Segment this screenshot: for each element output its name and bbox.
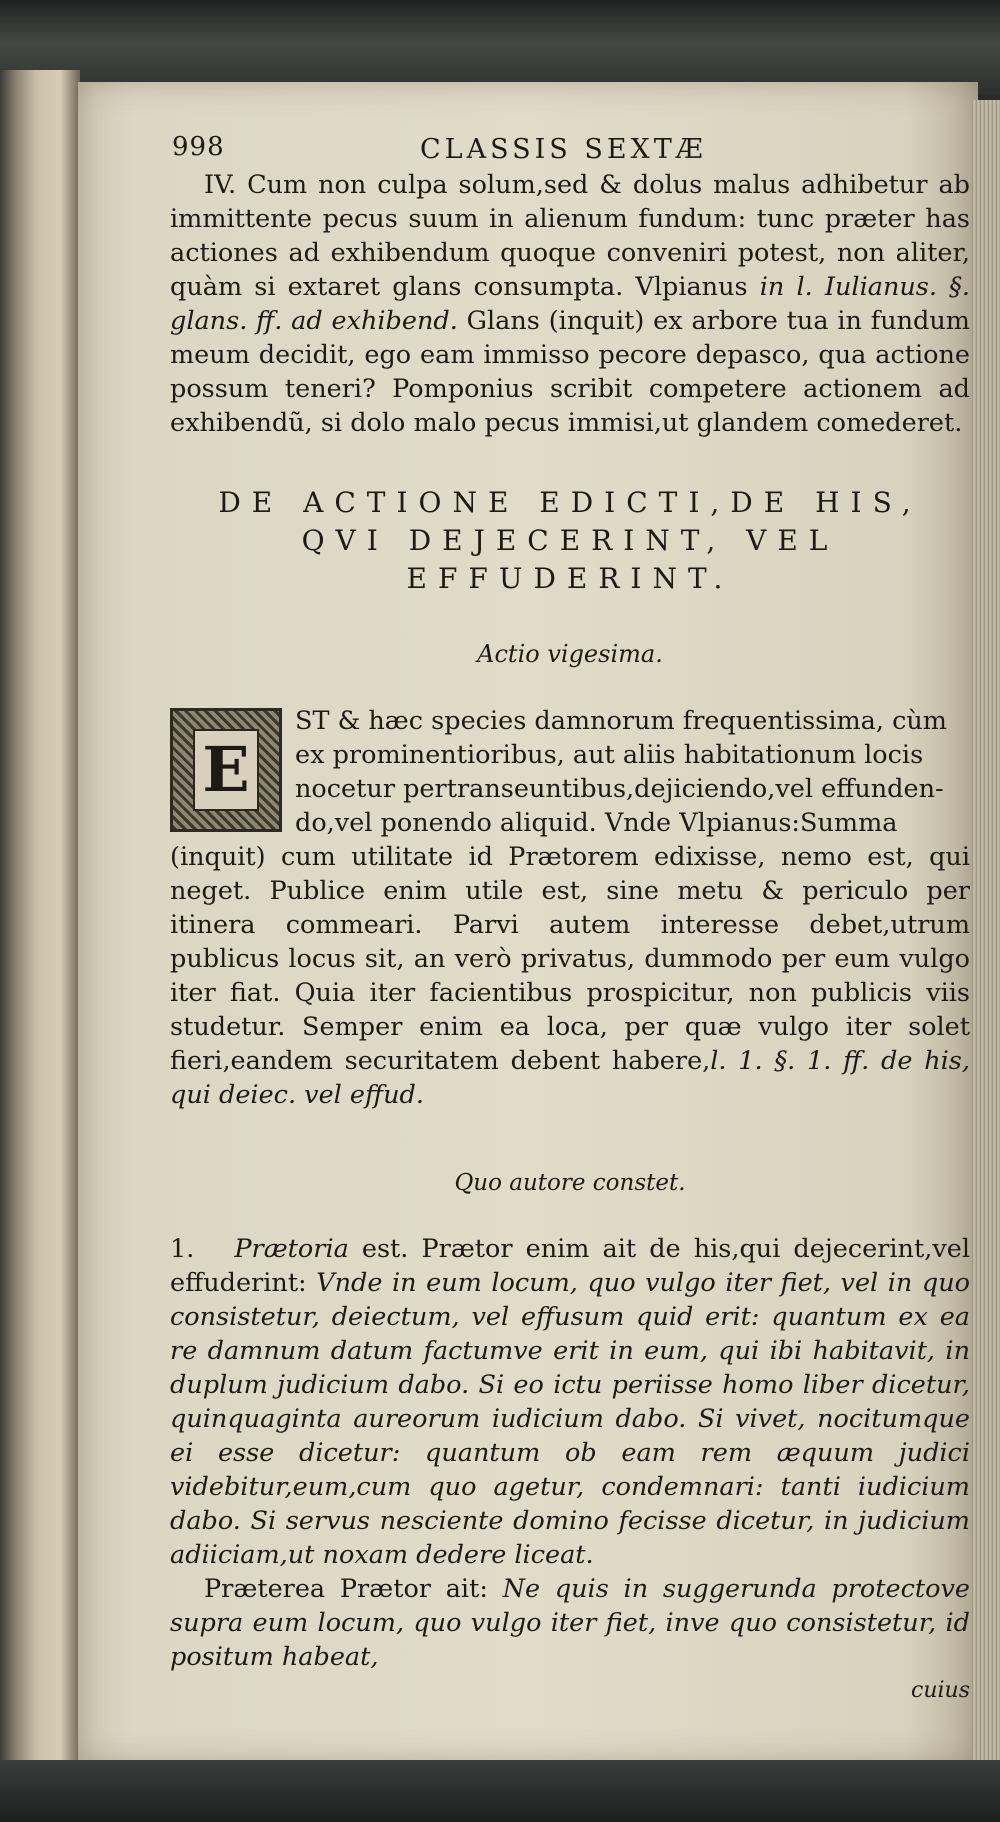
drop-cap-paragraph	[170, 704, 970, 1112]
drop-para-rest-text: (inquit) cum utilitate id Prætorem edixisse, nemo est, qui neget. Publice enim utile est, sine metu & periculo per itinera commeari. Parvi autem interesse debet,utrum publicus locus sit, an verò privatus, dummodo per eum vulgo iter fiat. Quia iter facientibus prospicitur, non publicis viis studetur. Semper enim ea loca, per quæ vulgo iter solet fieri,eandem securitatem debent habere,	[170, 842, 970, 1076]
book-bottom-edge	[0, 1760, 1000, 1822]
drop-para-line: ST & hæc species damnorum frequentissima, cùm	[295, 706, 947, 736]
edict-quote-2: Ne quis in suggerunda protectove supra eum locum, quo vulgo iter fiet, inve quo consistetur, id positum habeat,	[170, 1574, 970, 1672]
paragraph-praeterea	[170, 1572, 970, 1674]
paragraph-praeterea-text: Præterea Prætor ait:	[204, 1574, 503, 1604]
paragraph-1-lead: Prætoria	[234, 1234, 349, 1264]
paragraph-iv	[170, 168, 970, 440]
book-top-edge	[0, 0, 1000, 95]
ornamental-initial	[170, 708, 282, 832]
autore-heading: Quo autore constet.	[454, 1170, 686, 1196]
gutter-left-page	[0, 70, 80, 1760]
page-stack-edge	[972, 100, 1000, 1760]
section-title-line2: QVI DEJECERINT, VEL	[301, 524, 839, 557]
edict-quote: Vnde in eum locum, quo vulgo iter fiet, vel in quo consistetur, deiectum, vel effusum quid erit: quantum ex ea re damnum datum factumve erit in eum, qui ibi habitavit, in duplum judicium dabo. Si eo ictu periisse homo liber dicetur, quinquaginta aureorum iudicium dabo. Si vivet, nocitumque ei esse dicetur: quantum ob eam rem æquum judici videbitur,eum,cum quo agetur, condemnari: tanti iudicium dabo. Si servus nesciente domino fecisse dicetur, in judicium adiiciam,ut noxam dedere liceat.	[170, 1268, 970, 1570]
running-head: CLASSIS SEXTÆ	[420, 134, 707, 165]
drop-para-line: nocetur pertranseuntibus,dejiciendo,vel effunden-	[295, 774, 944, 804]
paragraph-iv-text-b: Glans (inquit) ex arbore tua in fundum meum decidit, ego eam immisso pecore depasco, qua actione possum teneri? Pomponius scribit competere actionem ad exhibendũ, si dolo malo pecus immisi,ut glandem comederet.	[170, 306, 970, 438]
catchword: cuius	[911, 1678, 970, 1703]
page-content	[170, 120, 970, 1708]
paragraph-1-text: est. Prætor enim ait de his,qui dejecerint,vel effuderint:	[170, 1234, 970, 1298]
drop-para-line: ex prominentioribus, aut aliis habitationum locis	[295, 740, 924, 770]
drop-para-line: do,vel ponendo aliquid. Vnde Vlpianus:Summa	[295, 808, 898, 838]
page-header	[170, 120, 970, 168]
citation-iulianus: in l. Iulianus. §. glans. ff. ad exhibend.	[170, 272, 970, 336]
section-title	[170, 484, 970, 598]
actio-heading: Actio vigesima.	[477, 640, 663, 668]
paragraph-1-number: 1.	[170, 1234, 195, 1264]
section-title-line3: EFFUDERINT.	[406, 562, 734, 595]
section-title-line1: DE ACTIONE EDICTI,DE HIS,	[218, 486, 922, 519]
ornamental-initial-letter: E	[193, 729, 259, 811]
paragraph-iv-text-a: IV. Cum non culpa solum,sed & dolus malus adhibetur ab immittente pecus suum in alienum fundum: tunc præter has actiones ad exhibendum quoque conveniri potest, non aliter, quàm si extaret glans consumpta. Vlpianus	[170, 170, 970, 302]
drop-para-rest	[170, 840, 970, 1112]
citation-de-his: l. 1. §. 1. ff. de his, qui deiec. vel effud.	[170, 1046, 970, 1110]
paragraph-1	[170, 1232, 970, 1572]
page-number: 998	[172, 132, 225, 162]
